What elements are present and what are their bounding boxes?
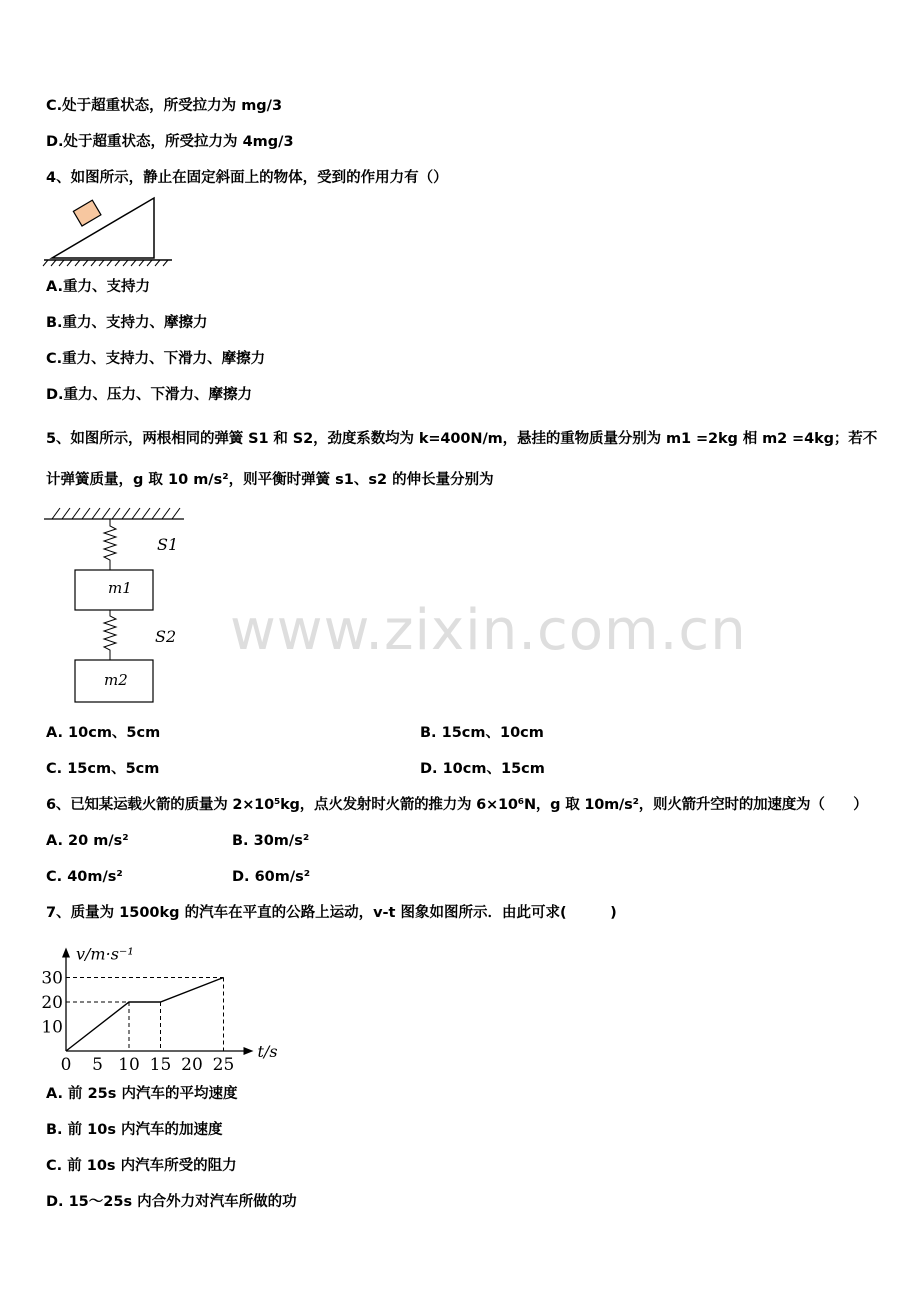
q5-stem-line1: 5、如图所示，两根相同的弹簧 S1 和 S2，劲度系数均为 k=400N/m，悬挂的重物质量分别为 m1 =2kg 相 m2 =4kg；若不 xyxy=(46,431,878,447)
q5-option-c: C. 15cm、5cm xyxy=(46,761,160,777)
q5-stem-line2: 计弹簧质量，g 取 10 m/s²，则平衡时弹簧 s1、s2 的伸长量分别为 xyxy=(46,472,494,488)
x-tick-label: 0 xyxy=(60,1055,72,1075)
x-axis-label: t/s xyxy=(257,1042,278,1061)
q7-option-b: B. 前 10s 内汽车的加速度 xyxy=(46,1122,223,1138)
y-axis-label: v/m·s⁻¹ xyxy=(76,944,134,964)
x-tick-label: 25 xyxy=(212,1055,235,1075)
m1-label: m1 xyxy=(108,579,132,597)
q4-stem: 4、如图所示，静止在固定斜面上的物体，受到的作用力有（） xyxy=(46,170,448,186)
q3-option-d: D.处于超重状态，所受拉力为 4mg/3 xyxy=(46,134,294,150)
y-tick-label: 10 xyxy=(41,1017,63,1038)
s2-label: S2 xyxy=(155,627,177,646)
q4-option-b: B.重力、支持力、摩擦力 xyxy=(46,315,208,331)
q5-option-d: D. 10cm、15cm xyxy=(420,761,545,777)
watermark: www.zixin.com.cn xyxy=(230,598,747,663)
x-axis-arrow xyxy=(244,1047,254,1055)
q5-option-b: B. 15cm、10cm xyxy=(420,725,544,741)
q7-stem: 7、质量为 1500kg 的汽车在平直的公路上运动，v-t 图象如图所示．由此可求( ) xyxy=(46,905,617,921)
vt-chart xyxy=(36,934,286,1074)
spring-s2 xyxy=(104,610,116,660)
y-tick-label: 30 xyxy=(41,968,63,989)
y-tick-label: 20 xyxy=(41,993,63,1013)
q6-option-c: C. 40m/s² xyxy=(46,869,123,885)
incline-figure xyxy=(44,196,176,268)
q6-option-d: D. 60m/s² xyxy=(232,869,311,885)
q4-option-d: D.重力、压力、下滑力、摩擦力 xyxy=(46,387,253,403)
y-axis-arrow xyxy=(62,948,70,958)
q6-option-a: A. 20 m/s² xyxy=(46,833,129,849)
q3-option-c: C.处于超重状态，所受拉力为 mg/3 xyxy=(46,98,283,114)
x-tick-label: 20 xyxy=(181,1055,203,1075)
vt-series-line xyxy=(66,978,224,1052)
spring-s1 xyxy=(104,519,116,570)
s1-label: S1 xyxy=(157,535,179,554)
x-tick-label: 5 xyxy=(92,1055,103,1075)
q5-option-a: A. 10cm、5cm xyxy=(46,725,161,741)
q7-option-c: C. 前 10s 内汽车所受的阻力 xyxy=(46,1158,237,1174)
m2-label: m2 xyxy=(104,671,128,689)
q7-option-d: D. 15～25s 内合外力对汽车所做的功 xyxy=(46,1194,297,1210)
x-tick-label: 10 xyxy=(118,1055,140,1075)
q6-option-b: B. 30m/s² xyxy=(232,833,310,849)
x-tick-label: 15 xyxy=(149,1055,172,1075)
q4-option-c: C.重力、支持力、下滑力、摩擦力 xyxy=(46,351,266,367)
q6-stem: 6、已知某运载火箭的质量为 2×10⁵kg，点火发射时火箭的推力为 6×10⁶N，g 取 10m/s²，则火箭升空时的加速度为（ ） xyxy=(46,797,868,813)
q4-option-a: A.重力、支持力 xyxy=(46,279,150,295)
block-on-incline xyxy=(73,200,101,226)
q7-option-a: A. 前 25s 内汽车的平均速度 xyxy=(46,1086,238,1102)
